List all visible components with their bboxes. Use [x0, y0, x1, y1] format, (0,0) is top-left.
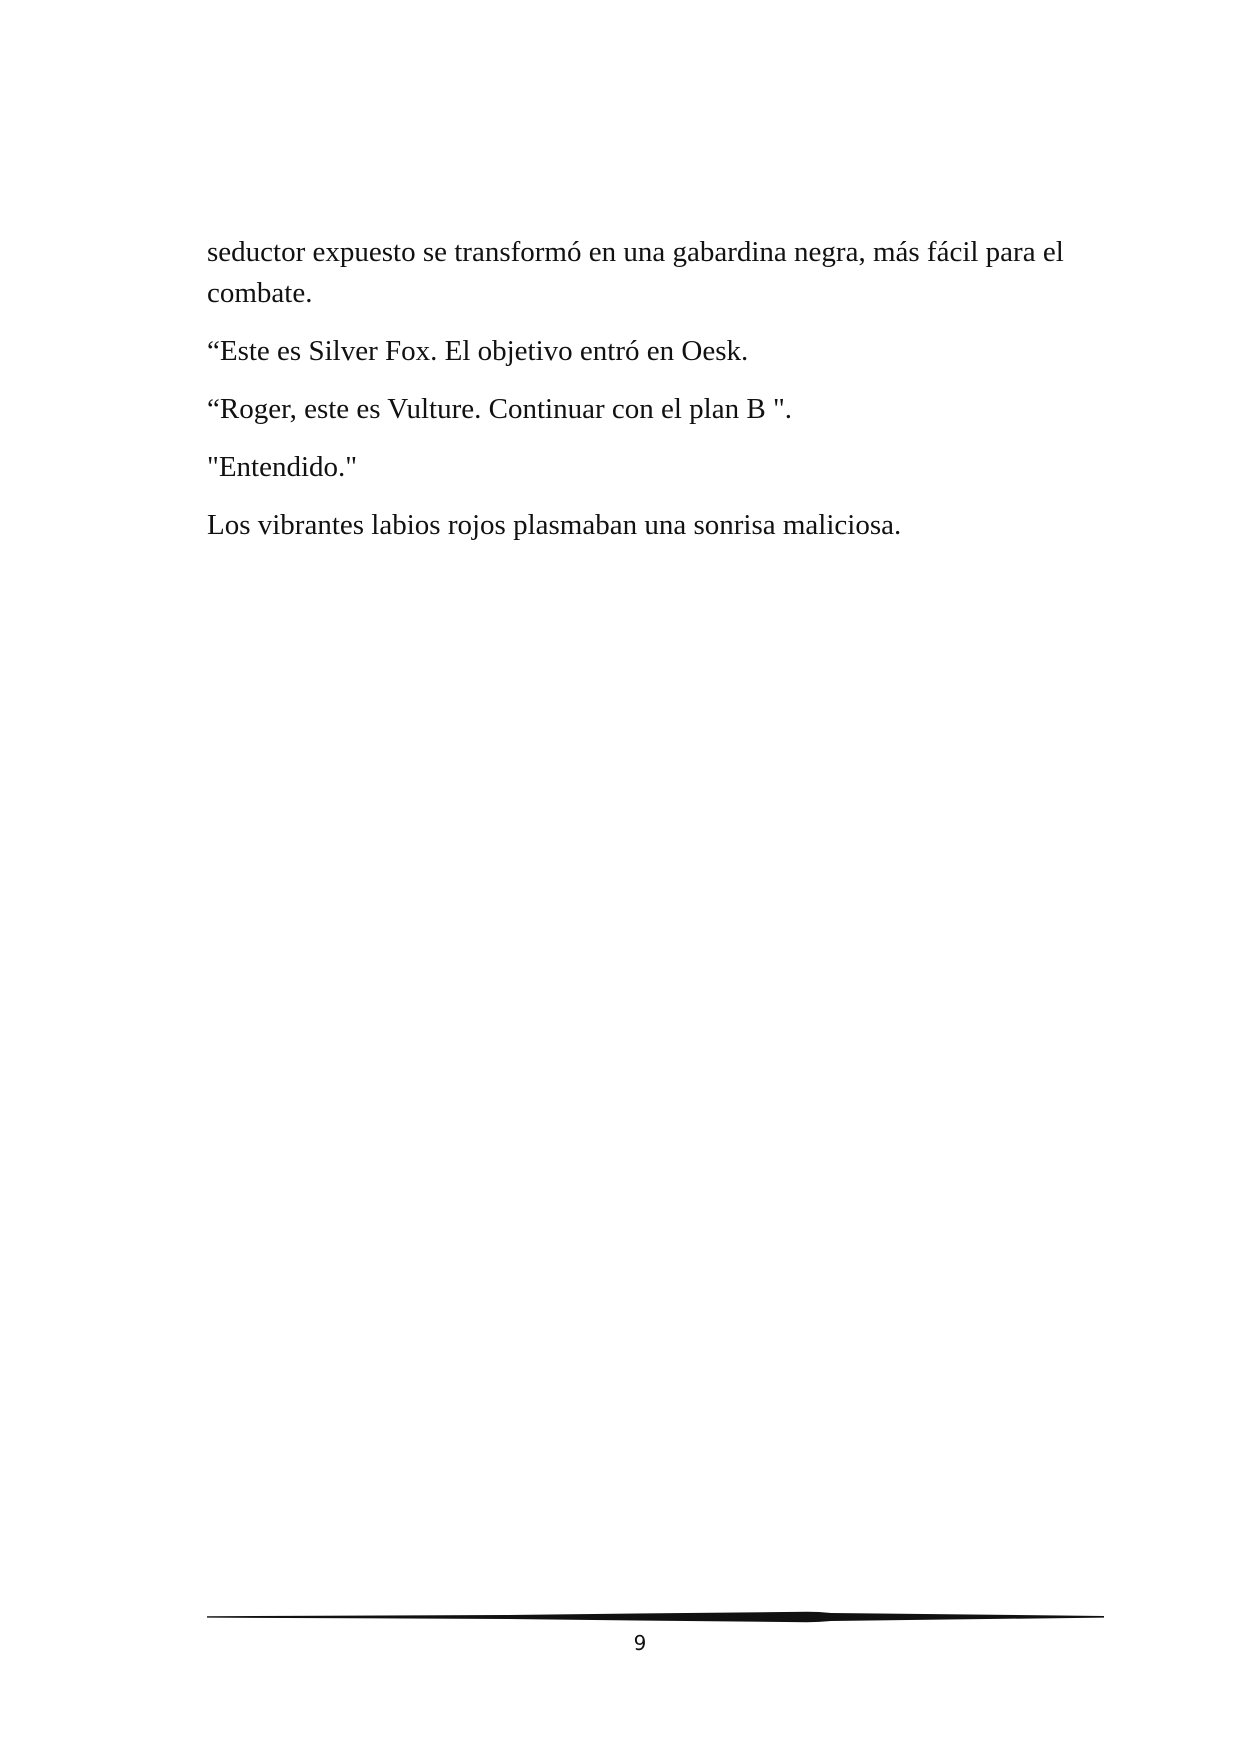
paragraph: “Roger, este es Vulture. Continuar con el plan B ".: [207, 393, 793, 425]
paragraph: Los vibrantes labios rojos plasmaban una sonrisa maliciosa.: [207, 509, 902, 541]
body-text: [207, 232, 1077, 563]
paragraph: seductor expuesto se transformó en una gabardina negra, más fácil para el combate.: [207, 236, 1064, 309]
paragraph: “Este es Silver Fox. El objetivo entró en Oesk.: [207, 335, 749, 367]
page-number: 9: [633, 1631, 647, 1655]
footer-divider: [207, 1610, 1104, 1624]
paragraph: "Entendido.": [207, 451, 358, 483]
